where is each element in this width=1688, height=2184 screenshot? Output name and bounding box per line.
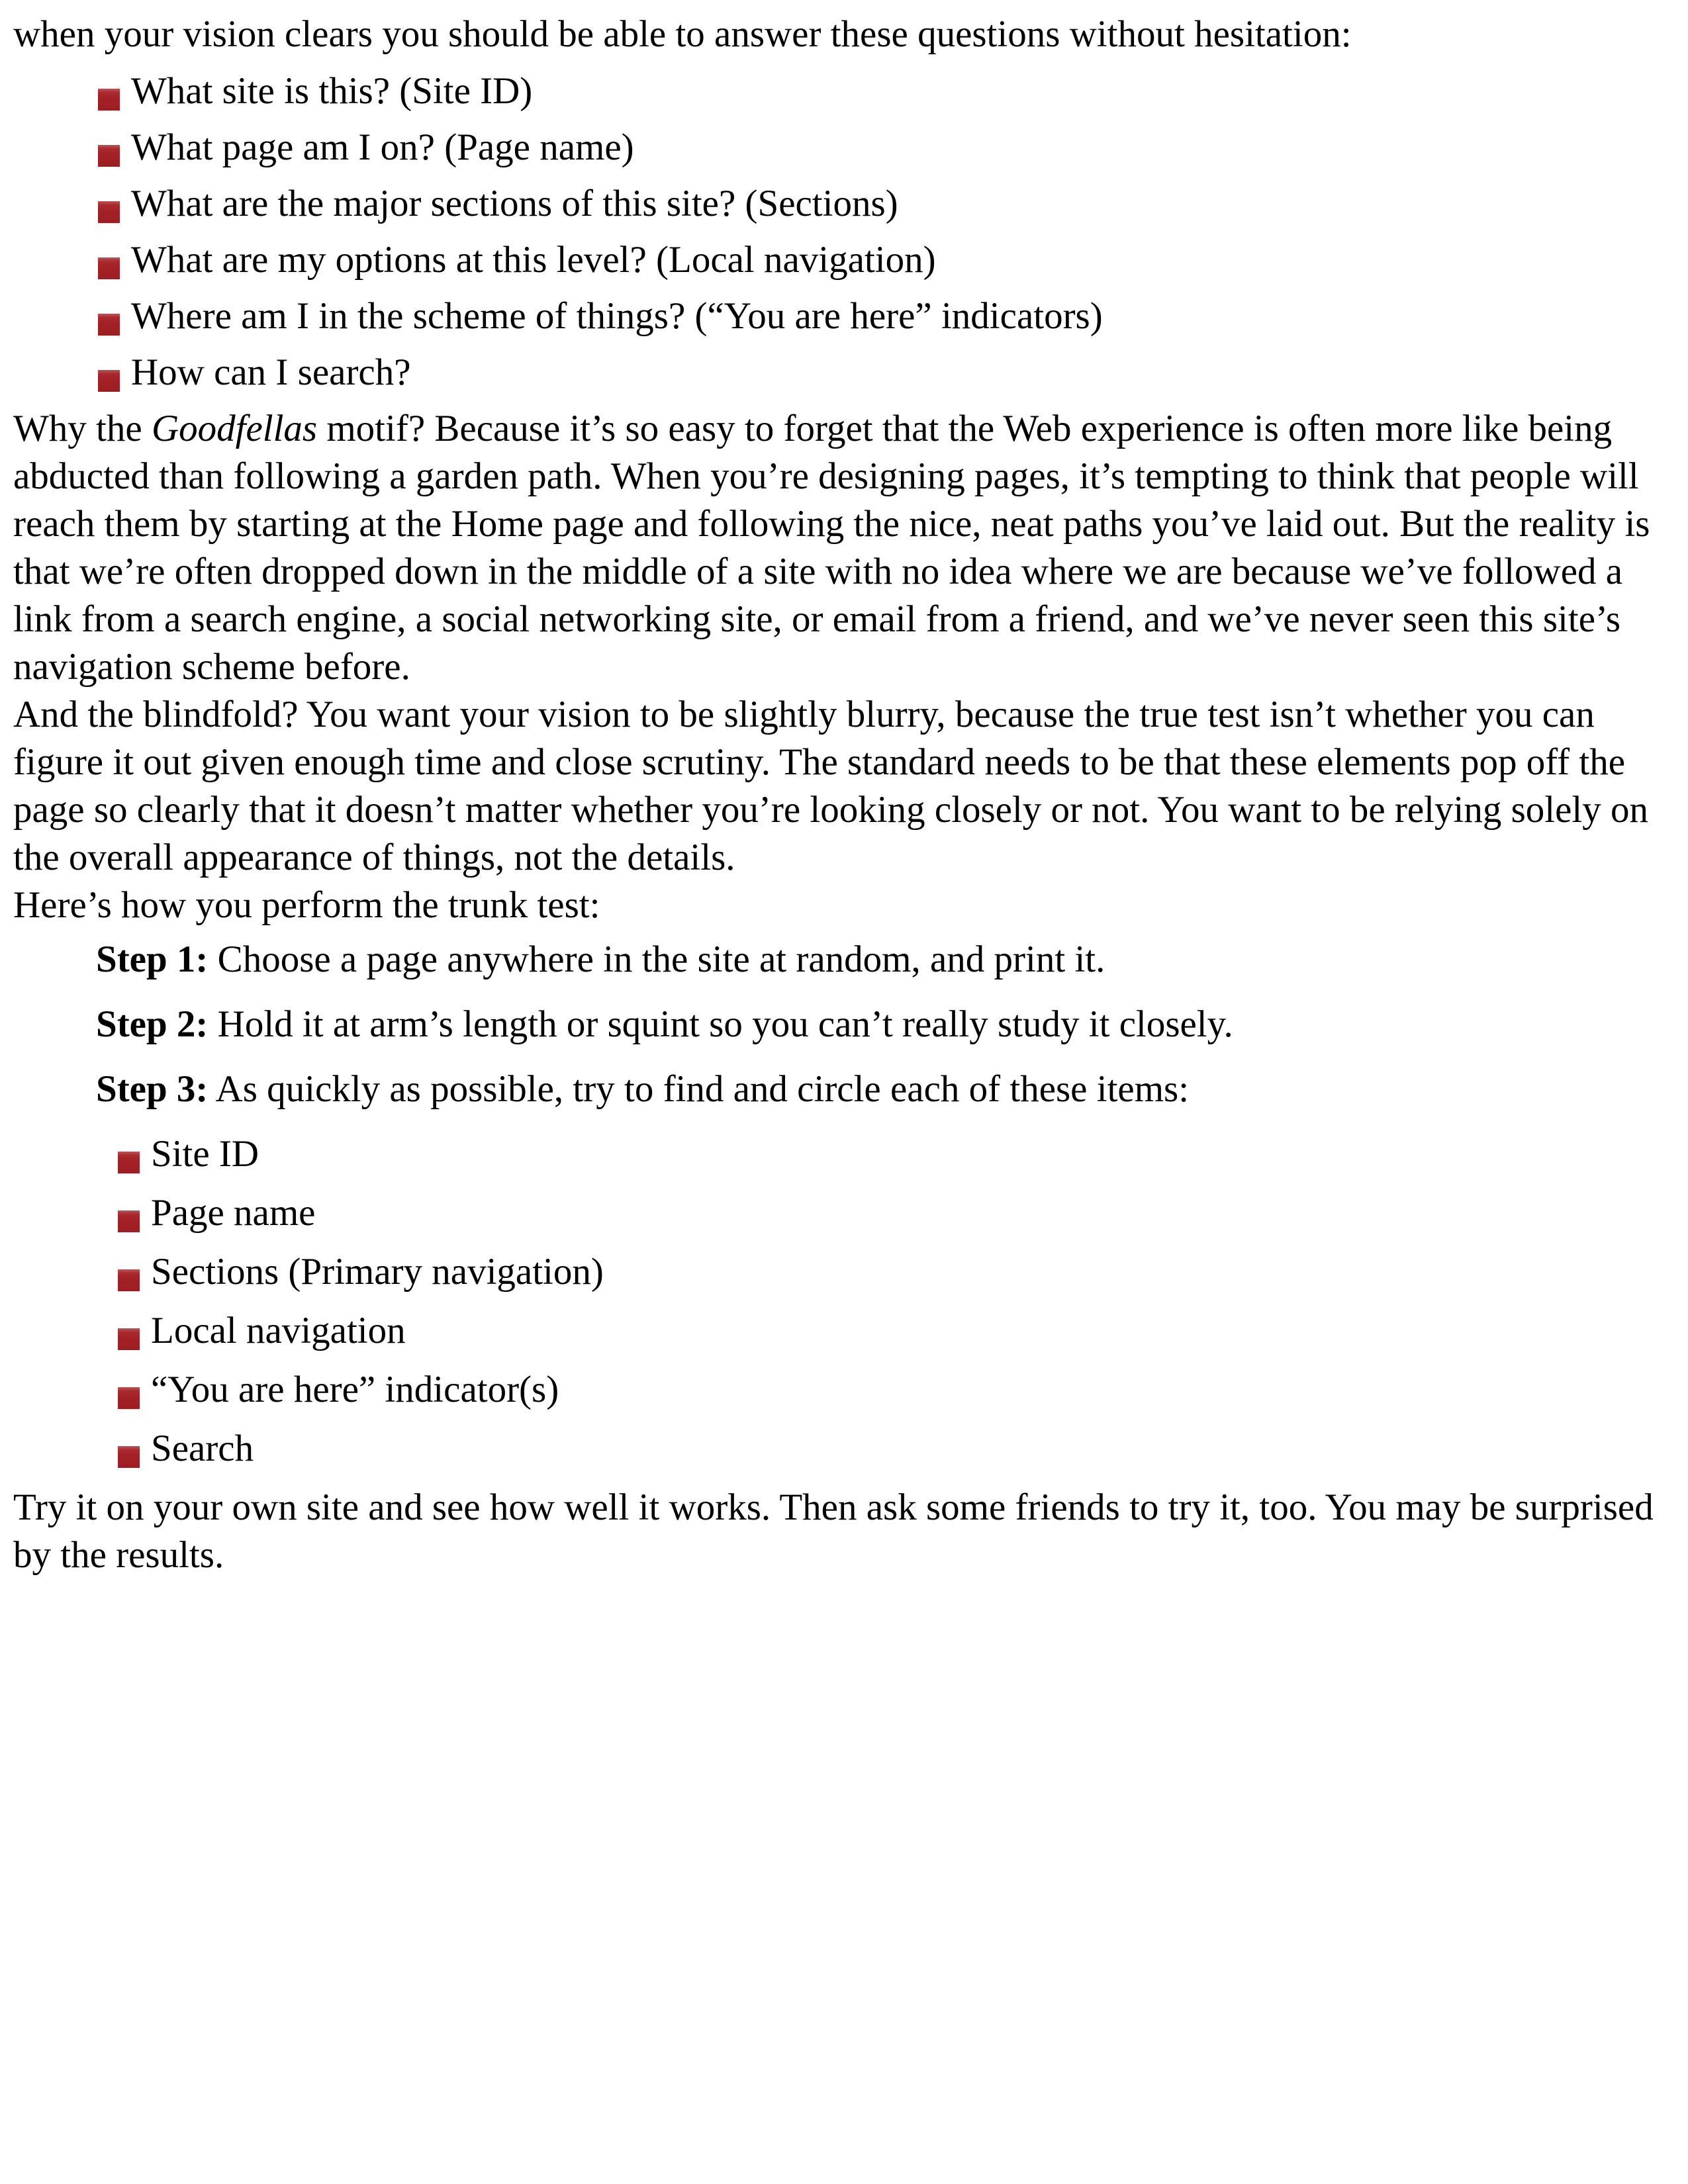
list-item <box>118 1425 1664 1473</box>
blindfold-paragraph: And the blindfold? You want your vision to be slightly blurry, because the true test isn’t whether you can figure it out given enough time and close scrutiny. The standard needs to be that these elements pop off the page so clearly that it doesn’t matter whether you’re looking closely or not. You want to be relying solely on the overall appearance of things, not the details. <box>13 694 1649 878</box>
list-item <box>118 1248 1664 1296</box>
step-line <box>96 936 1664 983</box>
list-item <box>98 180 1664 228</box>
bullet-square-icon <box>118 1152 140 1173</box>
intro-paragraph: when your vision clears you should be able to answer these questions without hesitation: <box>13 13 1352 55</box>
list-item-text: Search <box>151 1428 254 1469</box>
list-item <box>98 124 1664 171</box>
step-line <box>96 1066 1664 1113</box>
step-text: Hold it at arm’s length or squint so you can’t really study it closely. <box>208 1003 1233 1045</box>
list-item-text: Site ID <box>151 1133 259 1175</box>
bullet-square-icon <box>118 1387 140 1409</box>
list-item <box>118 1307 1664 1355</box>
list-item-text: Local navigation <box>151 1310 406 1351</box>
bullet-square-icon <box>98 257 120 279</box>
list-item <box>98 68 1664 115</box>
step-label: Step 3: <box>96 1068 209 1110</box>
bullet-square-icon <box>98 201 120 223</box>
goodfellas-italic: Goodfellas <box>151 408 318 449</box>
list-item-text: What are the major sections of this site? (Sections) <box>131 183 898 224</box>
list-item-text: What are my options at this level? (Local navigation) <box>131 239 936 281</box>
goodfellas-text-before: Why the <box>13 408 152 449</box>
bullet-square-icon <box>118 1328 140 1350</box>
bullet-square-icon <box>118 1446 140 1468</box>
list-item-text: Sections (Primary navigation) <box>151 1251 604 1293</box>
list-item <box>118 1366 1664 1414</box>
step-text: Choose a page anywhere in the site at random, and print it. <box>208 938 1105 980</box>
bullet-square-icon <box>118 1269 140 1291</box>
step-label: Step 1: <box>96 938 209 980</box>
steps-block <box>96 936 1664 1113</box>
step-text: As quickly as possible, try to find and circle each of these items: <box>208 1068 1190 1110</box>
list-item-text: Page name <box>151 1192 316 1234</box>
list-item <box>118 1189 1664 1237</box>
list-item-text: “You are here” indicator(s) <box>151 1369 559 1410</box>
goodfellas-paragraph <box>13 405 1664 691</box>
list-item-text: Where am I in the scheme of things? (“You are here” indicators) <box>131 295 1103 337</box>
bullet-square-icon <box>98 370 120 392</box>
list-item-text: How can I search? <box>131 351 411 393</box>
step-line <box>96 1001 1664 1048</box>
list-item-text: What site is this? (Site ID) <box>131 70 533 112</box>
bullet-square-icon <box>98 145 120 167</box>
list-item <box>98 349 1664 396</box>
list-item <box>118 1130 1664 1178</box>
list-item <box>98 293 1664 340</box>
list-item-text: What page am I on? (Page name) <box>131 126 634 168</box>
bullet-square-icon <box>98 89 120 111</box>
bullet-square-icon <box>118 1210 140 1232</box>
step-label: Step 2: <box>96 1003 209 1045</box>
goodfellas-text-after: motif? Because it’s so easy to forget that the Web experience is often more like being abducted than following a garden path. When you’re designing pages, it’s tempting to think that people will reach them by starting at the Home page and following the nice, neat paths you’ve laid out. But the reality is that we’re often dropped down in the middle of a site with no idea where we are because we’ve followed a link from a search engine, a social networking site, or email from a friend, and we’ve never seen this site’s navigation scheme before. <box>13 408 1650 688</box>
list-item <box>98 236 1664 284</box>
trunk-test-intro-line: Here’s how you perform the trunk test: <box>13 884 600 926</box>
closing-paragraph: Try it on your own site and see how well it works. Then ask some friends to try it, too. You may be surprised by the results. <box>13 1486 1654 1576</box>
bullet-square-icon <box>98 314 120 336</box>
questions-list <box>98 68 1664 396</box>
circle-items-list <box>118 1130 1664 1473</box>
